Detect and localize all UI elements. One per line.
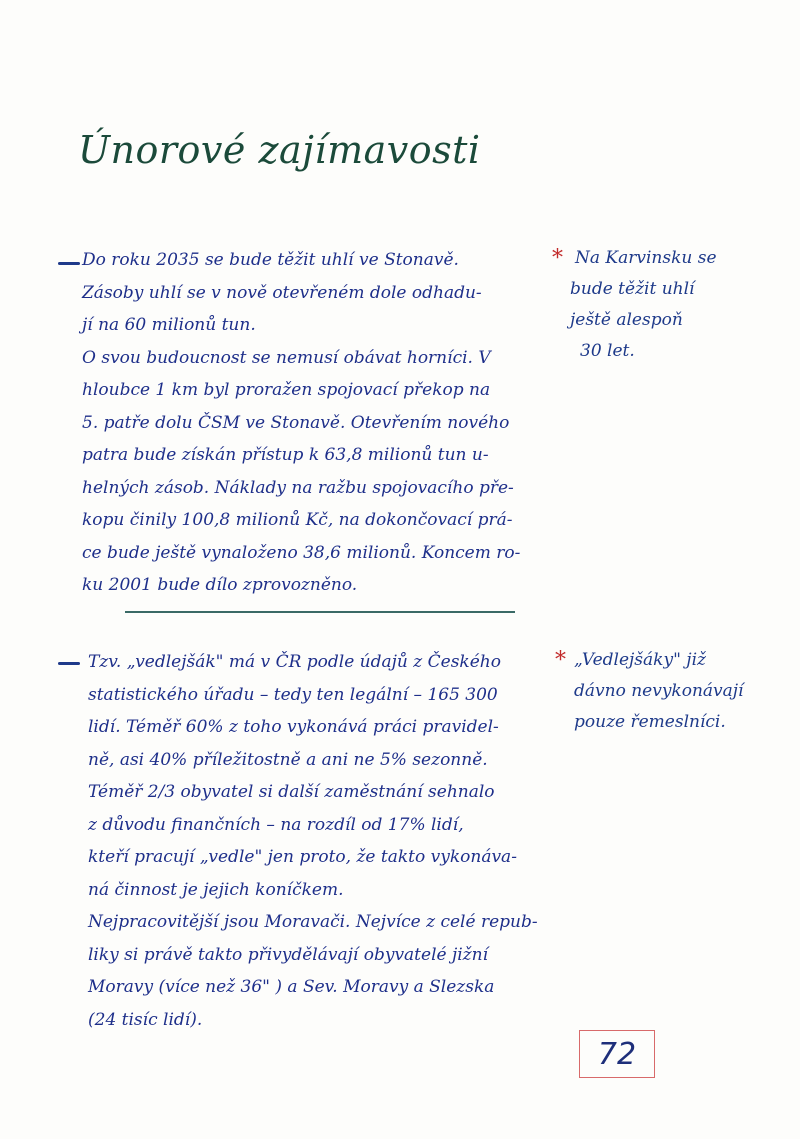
text-line: Do roku 2035 se bude těžit uhlí ve Stonavě. [82,250,459,270]
text-line: helných zásob. Náklady na ražbu spojovacího pře- [82,477,514,498]
note-line: „Vedlejšáky" již [574,650,706,670]
page-title: Únorové zajímavosti [78,128,481,172]
text-line: Nejpracovitější jsou Moravači. Nejvíce z celé repub- [88,912,538,932]
text-line: (24 tisíc lidí). [88,1009,203,1030]
section-1-dash [58,262,80,265]
text-line: Téměř 2/3 obyvatel si další zaměstnání sehnalo [88,782,495,802]
note-1-asterisk: * [552,246,563,271]
section-1-text [82,244,552,602]
text-line: O svou budoucnost se nemusí obávat horníci. V [82,347,491,368]
text-line: patra bude získán přístup k 63,8 milionů tun u- [82,445,489,465]
text-line: Moravy (více než 36" ) a Sev. Moravy a Slezska [88,977,495,997]
note-2-asterisk: * [555,648,566,673]
note-line: 30 let. [580,341,635,361]
section-2-text [88,646,558,1036]
text-line: 5. patře dolu ČSM ve Stonavě. Otevřením nového [82,412,510,433]
margin-note-2 [574,645,774,738]
text-line: hloubce 1 km byl proražen spojovací překop na [82,380,491,400]
text-line: z důvodu finančních – na rozdíl od 17% lidí, [88,814,464,835]
text-line: Zásoby uhlí se v nově otevřeném dole odhadu- [82,282,482,303]
page-number-box [579,1030,655,1078]
text-line: lidí. Téměř 60% z toho vykonává práci pravidel- [88,717,499,737]
note-line: bude těžit uhlí [570,279,695,299]
page-number: 72 [597,1036,637,1072]
text-line: ku 2001 bude dílo zprovozněno. [82,575,358,595]
text-line: ně, asi 40% příležitostně a ani ne 5% sezonně. [88,749,488,770]
section-2-dash [58,662,80,665]
text-line: kteří pracují „vedle" jen proto, že takto vykonáva- [88,847,517,867]
text-line: statistického úřadu – tedy ten legální – 165 300 [88,684,498,705]
note-line: pouze řemeslníci. [574,712,726,732]
text-line: Tzv. „vedlejšák" má v ČR podle údajů z Českého [88,652,501,672]
note-line: Na Karvinsku se [575,248,717,268]
text-line: ce bude ještě vynaloženo 38,6 milionů. Koncem ro- [82,542,521,563]
section-divider [125,611,515,613]
text-line: kopu činily 100,8 milionů Kč, na dokončovací prá- [82,510,513,530]
note-line: ještě alespoň [570,310,683,330]
text-line: ná činnost je jejich koníčkem. [88,879,344,900]
note-line: dávno nevykonávají [574,681,744,701]
text-line: liky si právě takto přivydělávají obyvatelé jižní [88,944,489,965]
margin-note-1 [570,243,770,367]
text-line: jí na 60 milionů tun. [82,315,256,335]
